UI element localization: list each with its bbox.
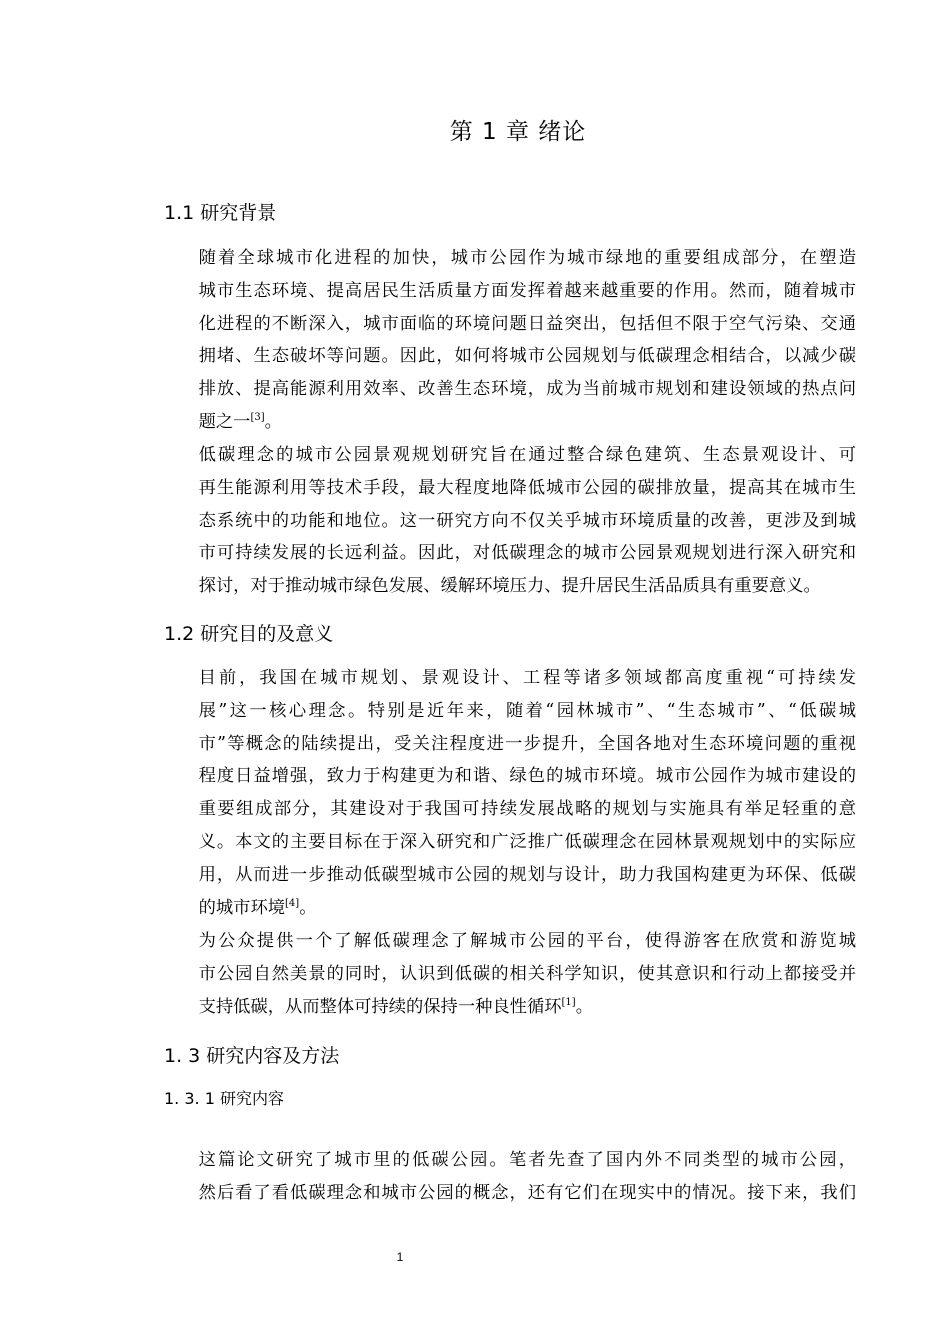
text-line [164,991,856,1024]
text-line: 再生能源利用等技术手段，最大程度地降低城市公园的碳排放量，提高其在城市生 [198,477,856,498]
section-heading-1-1: 1.1 研究背景 [164,202,277,224]
text-line: 市可持续发展的长远利益。因此，对低碳理念的城市公园景观规划进行深入研究和 [198,543,856,564]
citation: [4] [285,897,300,909]
text-line: 用，从而进一步推动低碳型城市公园的规划与设计，助力我国构建更为环保、低碳 [198,864,856,885]
text-line: 城市生态环境、提高居民生活质量方面发挥着越来越重要的作用。然而，随着城市 [198,280,856,301]
text-line: 排放、提高能源利用效率、改善生态环境，成为当前城市规划和建设领域的热点问 [198,379,856,400]
text-line: 随着全球城市化进程的加快，城市公园作为城市绿地的重要组成部分，在塑造 [198,248,856,268]
text-line: 这篇论文研究了城市里的低碳公园。笔者先查了国内外不同类型的城市公园， [198,1150,856,1170]
text-line [164,892,856,925]
section-heading-1-2: 1.2 研究目的及意义 [164,623,334,645]
text-line: 市”等概念的陆续提出，受关注程度进一步提升，全国各地对生态环境问题的重视 [198,733,856,754]
text-fragment: 。 [264,411,282,432]
text-line: 化进程的不断深入，城市面临的环境问题日益突出，包括但不限于空气污染、交通 [198,313,856,334]
section-heading-1-3: 1. 3 研究内容及方法 [164,1045,340,1067]
citation: [1] [561,996,576,1008]
paragraph-background-2 [164,439,856,603]
text-fragment: 题之一 [198,411,251,432]
paragraph-background-1 [164,242,856,439]
paragraph-purpose-1 [164,662,856,924]
citation: [3] [250,412,265,424]
text-line: 目前，我国在城市规划、景观设计、工程等诸多领域都高度重视“可持续发 [198,668,856,688]
text-line [164,406,856,439]
text-line: 拥堵、生态破坏等问题。因此，如何将城市公园规划与低碳理念相结合，以减少碳 [198,346,856,367]
page-number: 1 [396,1250,404,1264]
text-line: 为公众提供一个了解低碳理念了解城市公园的平台，使得游客在欣赏和游览城 [198,931,856,951]
text-fragment: 支持低碳，从而整体可持续的保持一种良性循环 [198,996,562,1017]
text-line: 义。本文的主要目标在于深入研究和广泛推广低碳理念在园林景观规划中的实际应 [198,831,856,852]
paragraph-content-1 [164,1144,856,1210]
text-fragment: 的城市环境 [198,897,286,918]
subsection-heading-1-3-1: 1. 3. 1 研究内容 [164,1089,284,1108]
text-line: 低碳理念的城市公园景观规划研究旨在通过整合绿色建筑、生态景观设计、可 [198,445,856,465]
text-line: 市公园自然美景的同时，认识到低碳的相关科学知识，使其意识和行动上都接受并 [198,963,856,984]
text-line: 态系统中的功能和地位。这一研究方向不仅关乎城市环境质量的改善，更涉及到城 [198,510,856,531]
paragraph-purpose-2 [164,925,856,1023]
text-line: 然后看了看低碳理念和城市公园的概念，还有它们在现实中的情况。接下来，我们 [198,1182,856,1203]
text-line: 程度日益增强，致力于构建更为和谐、绿色的城市环境。城市公园作为城市建设的 [198,766,856,787]
text-line: 探讨，对于推动城市绿色发展、缓解环境压力、提升居民生活品质具有重要意义。 [198,576,821,597]
text-line: 重要组成部分，其建设对于我国可持续发展战略的规划与实施具有举足轻重的意 [198,799,856,820]
text-line: 展”这一核心理念。特别是近年来，随着“园林城市”、“生态城市”、“低碳城 [198,700,856,721]
text-fragment: 。 [299,897,317,918]
chapter-title: 第 1 章 绪论 [449,119,587,145]
text-fragment: 。 [575,996,593,1017]
